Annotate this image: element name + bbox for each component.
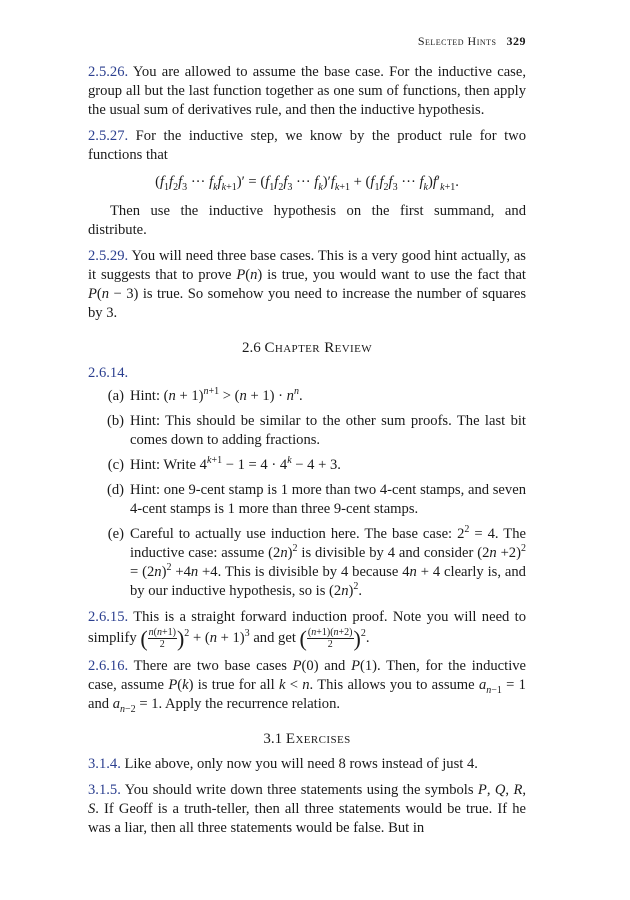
page-content: [88, 63, 526, 845]
item-label: (a): [107, 388, 124, 404]
hint-text: is true. So somehow you need to increase the number of squares by 3.: [88, 286, 526, 321]
hint-2-5-27: [88, 127, 526, 165]
hint-2-6-16: 2.6.16. There are two base cases P(0) and P(1). Then, for the inductive case, assume P(k) is true for all k < n. This allows you to assume $a_{n-1} = 1$ and $a_{n-2} = 1$. Apply the recurrence relation.: [88, 658, 527, 715]
hint-text: . This allows you to assume: [309, 677, 475, 693]
hint-text-continued: Then use the inductive hypothesis on the first summand, and distribute.: [88, 203, 526, 238]
item-text: Hint: one 9-cent stamp is 1 more than two 4-cent stamps, and seven 4-cent stamps is 1 more than three 9-cent stamps.: [130, 482, 526, 517]
hint-number: 3.1.4.: [88, 756, 121, 772]
hint-number: 2.6.15.: [88, 609, 129, 625]
section-heading-3-1: [88, 730, 526, 749]
item-text: clearly is, and by our inductive hypothesis, so is: [130, 564, 526, 599]
hint-text: and get: [253, 629, 296, 646]
section-heading-2-6: [88, 339, 526, 358]
item-label: (d): [106, 482, 124, 498]
hint-text: You are allowed to assume the base case. For the inductive case, group all but the last function together as one sum of functions, then apply the usual sum of derivatives rule, and then the inductive hypothesis.: [88, 64, 526, 118]
product-rule-equation: ($f_1f_2f_3$ ··· $f_kf_{k+1})' = (f_1f_2f_3$ ··· $f_k)'f_{k+1} + (f_1f_2f_3$ ··· $f_k)f'_{k+1}$.: [155, 174, 459, 193]
hint-text: is true for all: [197, 677, 275, 693]
item-text: Careful to actually use induction here. The base case:: [130, 526, 453, 542]
item-text: This is divisible by 4 because: [224, 564, 399, 580]
item-text: The inductive case: assume: [130, 526, 526, 561]
hint-2-6-14: [88, 364, 526, 601]
hint-text: . If Geoff is a truth-teller, then all three statements would be true. If he was a liar, then all three statements would be false. But in: [88, 801, 526, 836]
hint-2-5-26: [88, 63, 526, 120]
hint-number: 2.5.27.: [88, 128, 129, 144]
hint-3-1-4: [88, 755, 526, 774]
hint-number: 2.6.16.: [88, 658, 129, 674]
item-label: (e): [107, 526, 124, 542]
page-number: 329: [506, 34, 526, 48]
hint-text: You should write down three statements using the symbols: [124, 782, 474, 798]
hint-text: and: [324, 658, 346, 674]
section-number: 2.6: [241, 340, 261, 356]
hint-number: 3.1.5.: [88, 782, 121, 798]
item-text: Hint:: [130, 388, 160, 404]
hint-3-1-5: 3.1.5. You should write down three statements using the symbols P, Q, R, S. If Geoff is a truth-teller, then all three statements would be true. If he was a liar, then all three statements would be false. But in: [88, 782, 527, 836]
hint-text: is true, you would want to use the fact that: [267, 267, 526, 283]
list-item: [88, 481, 526, 519]
hint-text: . Apply the recurrence relation.: [158, 696, 341, 712]
hint-2-5-29: 2.5.29. You will need three base cases. This is a very good hint actually, as it suggests that to prove P(n) is true, you would want to use the fact that P(n − 3) is true. So somehow you need to increase the number of squares by 3.: [88, 248, 526, 321]
item-text: Hint: This should be similar to the other sum proofs. The last bit comes down to adding fractions.: [130, 413, 526, 448]
running-header: [88, 32, 526, 50]
running-title: Selected Hints: [417, 34, 497, 48]
list-item: (e) Careful to actually use induction here. The base case: $2^2 = 4$. The inductive case: assume $(2n)^2$ is divisible by 4 and consider $(2n +2)^2 = (2n)^2 +4n +4$. This is divisible by 4 because 4n + 4 clearly is, and by our inductive hypothesis, so is $(2n)^2$.: [88, 525, 526, 601]
hint-number: 2.5.29.: [88, 248, 129, 264]
list-item: (a) Hint: $(n + 1)^{n+1} > (n + 1) \cdot n^n$.: [88, 387, 526, 406]
hint-text: Like above, only now you will need 8 rows instead of just 4.: [124, 756, 478, 772]
hint-number: 2.6.14.: [88, 365, 129, 381]
hint-text: There are two base cases: [133, 658, 287, 674]
section-title: Exercises: [285, 731, 351, 747]
hint-text: For the inductive step, we know by the product rule for two functions that: [88, 128, 526, 163]
item-label: (c): [107, 457, 124, 473]
hint-2-6-15: 2.6.15. This is a straight forward induction proof. Note you will need to simplify ( $\frac{n(n+1)}{2}$ )$^2 + (n + 1)^3$ and get ( $\frac{(n+1)(n+2)}{2}$ )$^2$.: [88, 609, 527, 651]
item-label: (b): [106, 413, 124, 429]
item-text: Hint: Write: [130, 457, 197, 473]
hint-text: This is a straight forward induction proof. Note you will need to simplify: [88, 609, 527, 646]
section-number: 3.1: [263, 731, 283, 747]
hint-number: 2.5.26.: [88, 64, 129, 80]
hint-text: . Then, for the inductive case, assume: [88, 658, 527, 693]
hint-items: [88, 387, 526, 601]
hint-text: You will need three base cases. This is a very good hint actually, as it suggests that to prove: [88, 248, 526, 283]
section-title: Chapter Review: [264, 340, 373, 356]
item-text: is divisible by 4 and consider: [301, 545, 474, 561]
list-item: [88, 412, 526, 450]
list-item: (c) Hint: Write $4^{k+1} - 1 = 4 \cdot 4^k - 4 + 3$.: [88, 456, 526, 475]
